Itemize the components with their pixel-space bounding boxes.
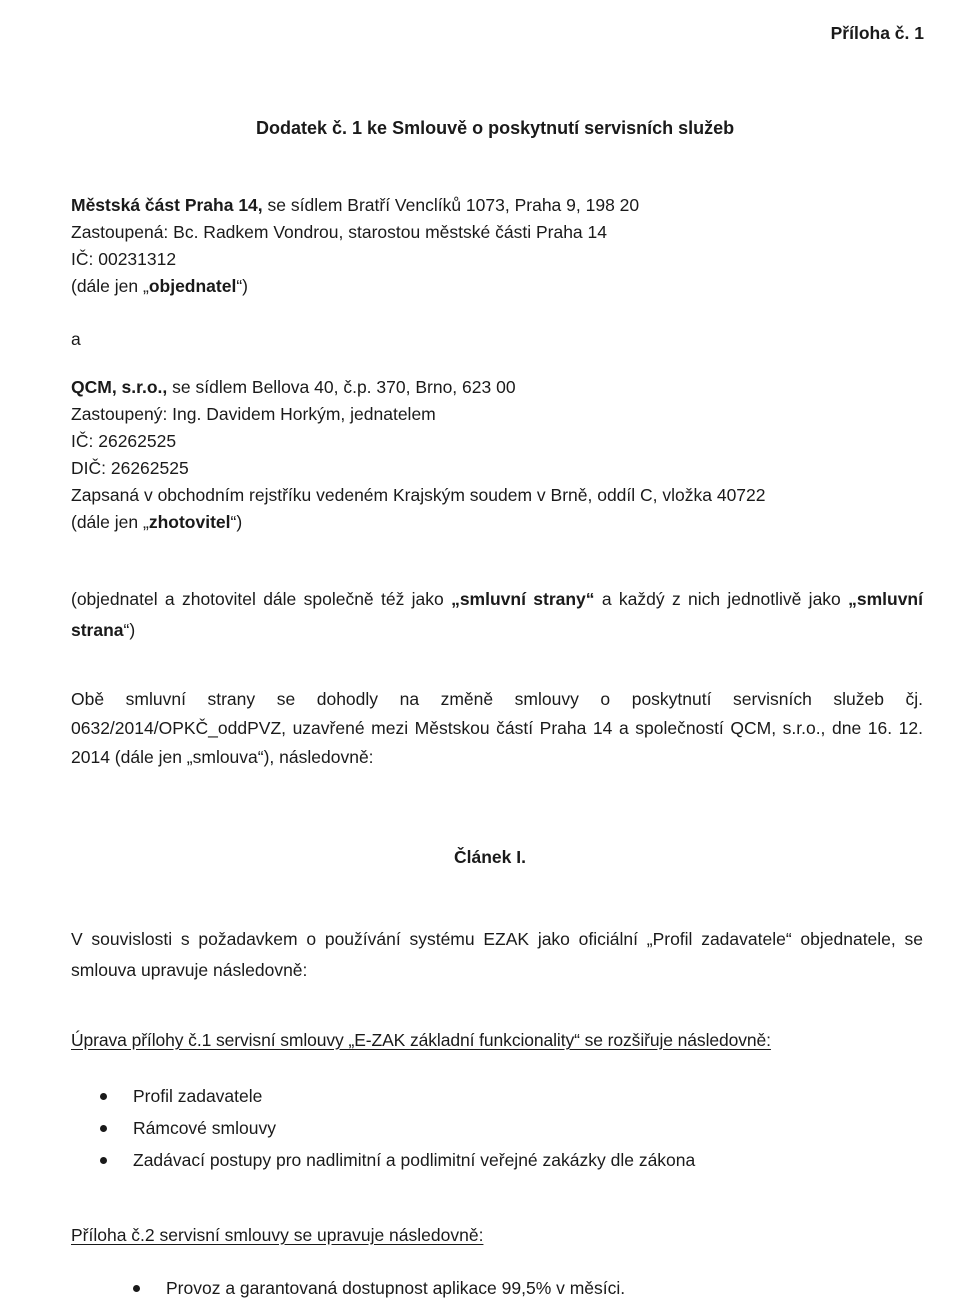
parties-note-term-1: „smluvní strany“ xyxy=(451,589,595,609)
party2-alias-prefix: (dále jen „ xyxy=(71,512,149,532)
parties-note-text-3: “) xyxy=(123,620,136,640)
party1-ic: IČ: 00231312 xyxy=(71,249,177,269)
party2-name: QCM, s.r.o., xyxy=(71,377,168,397)
parties-note xyxy=(71,584,923,646)
article-heading: Článek I. xyxy=(454,847,526,867)
party1-represented: Zastoupená: Bc. Radkem Vondrou, starostou městské části Praha 14 xyxy=(71,222,607,242)
section1-list xyxy=(98,1080,695,1176)
list-item: Provoz a garantovaná dostupnost aplikace 99,5% v měsíci. xyxy=(131,1272,625,1304)
party1-name: Městská část Praha 14, xyxy=(71,195,263,215)
party2-name-line xyxy=(71,377,516,398)
party2-alias-suffix: “) xyxy=(230,512,243,532)
party2-dic: DIČ: 26262525 xyxy=(71,458,189,478)
list-item: Rámcové smlouvy xyxy=(98,1112,695,1144)
list-item: Profil zadavatele xyxy=(98,1080,695,1112)
parties-note-term-2: „smluvní strana xyxy=(71,589,923,640)
section2-list xyxy=(131,1272,625,1304)
party1-alias xyxy=(71,276,248,297)
document-title: Dodatek č. 1 ke Smlouvě o poskytnutí servisních služeb xyxy=(256,118,735,138)
party2-represented: Zastoupený: Ing. Davidem Horkým, jednatelem xyxy=(71,404,436,424)
party2-alias xyxy=(71,512,242,533)
party1-alias-suffix: “) xyxy=(236,276,248,296)
agreement-paragraph: Obě smluvní strany se dohodly na změně smlouvy o poskytnutí servisních služeb čj. 0632/2014/OPKČ_oddPVZ, uzavřené mezi Městskou částí Praha 14 a společností QCM, s.r.o., dne 16. 12. 2014 (dále jen „smlouva“), následovně: xyxy=(71,689,923,767)
party1-alias-term: objednatel xyxy=(148,276,237,296)
party1-name-line xyxy=(71,195,639,216)
list-item: Zadávací postupy pro nadlimitní a podlimitní veřejné zakázky dle zákona xyxy=(98,1144,695,1176)
party1-address: se sídlem Bratří Venclíků 1073, Praha 9, 198 20 xyxy=(262,195,640,215)
annex-label: Příloha č. 1 xyxy=(830,23,924,43)
party2-alias-term: zhotovitel xyxy=(148,512,231,532)
party2-address: se sídlem Bellova 40, č.p. 370, Brno, 623 00 xyxy=(167,377,516,397)
section1-heading: Úprava přílohy č.1 servisní smlouvy „E-ZAK základní funkcionality“ se rozšiřuje následovně: xyxy=(71,1030,771,1050)
parties-note-text-2: a každý z nich jednotlivě jako xyxy=(594,589,849,609)
party2-registry: Zapsaná v obchodním rejstříku vedeném Krajským soudem v Brně, oddíl C, vložka 40722 xyxy=(71,485,766,505)
article-paragraph: V souvislosti s požadavkem o používání systému EZAK jako oficiální „Profil zadavatele“ objednatele, se smlouva upravuje následovně: xyxy=(71,929,923,980)
party1-alias-prefix: (dále jen „ xyxy=(71,276,149,296)
and-separator: a xyxy=(71,329,81,349)
party2-ic: IČ: 26262525 xyxy=(71,431,177,451)
section2-heading: Příloha č.2 servisní smlouvy se upravuje následovně: xyxy=(71,1225,484,1245)
parties-note-text-1: (objednatel a zhotovitel dále společně též jako xyxy=(71,589,452,609)
